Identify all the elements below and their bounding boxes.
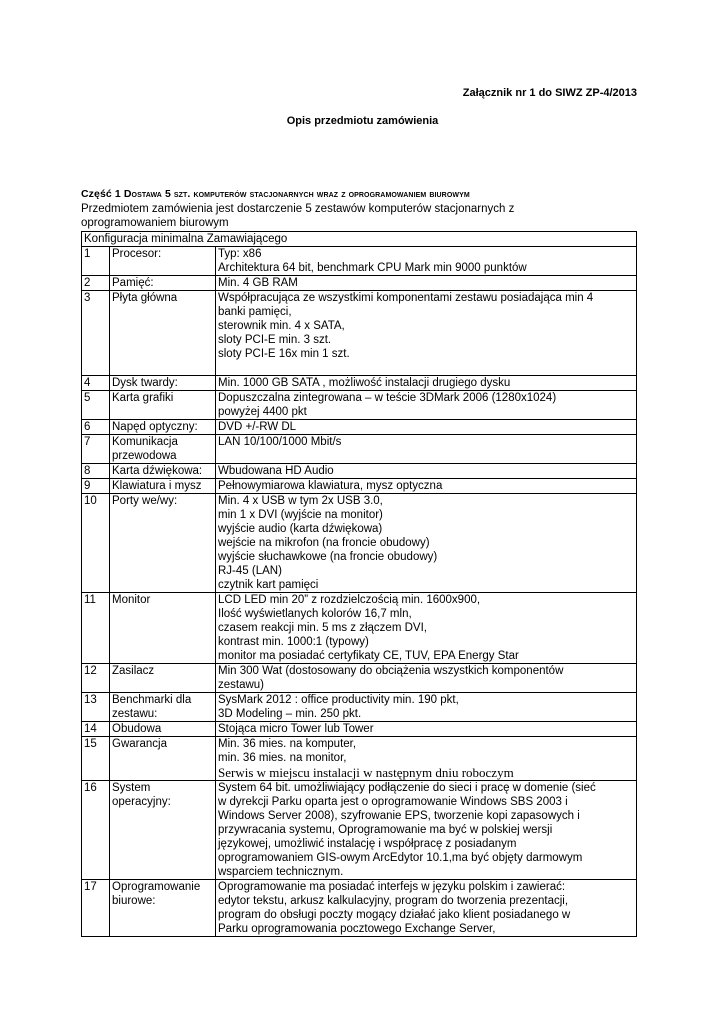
requirement-line: SysMark 2012 : office productivity min. 190 pkt,: [218, 694, 459, 706]
row-component: [110, 593, 216, 664]
row-number: 11: [82, 593, 110, 664]
row-requirements: [216, 464, 637, 479]
requirement-line: DVD +/-RW DL: [218, 421, 297, 433]
requirement-line: czasem reakcji min. 5 ms z złączem DVI,: [218, 622, 427, 634]
component-name-line: przewodowa: [112, 450, 177, 462]
requirement-line: monitor ma posiadać certyfikaty CE, TUV, EPA Energy Star: [218, 650, 519, 662]
row-number: 4: [82, 376, 110, 391]
component-name-line: Dysk twardy:: [112, 377, 178, 389]
table-row: [82, 494, 637, 593]
component-name-line: Obudowa: [112, 723, 162, 735]
row-requirements: [216, 494, 637, 593]
row-number: 1: [82, 247, 110, 276]
row-component: [110, 420, 216, 435]
row-requirements: [216, 722, 637, 737]
row-component: [110, 291, 216, 376]
component-name-line: Benchmarki dla: [112, 694, 192, 706]
table-header-cell: Konfiguracja minimalna Zamawiającego: [82, 232, 637, 247]
requirement-line: edytor tekstu, arkusz kalkulacyjny, program do tworzenia prezentacji,: [218, 895, 569, 907]
requirement-line: System 64 bit. umożliwiający podłączenie do sieci i pracę w domenie (sieć: [218, 782, 596, 794]
component-name-line: Karta dźwiękowa:: [112, 465, 203, 477]
table-row: [82, 693, 637, 722]
requirement-line: Ilość wyświetlanych kolorów 16,7 mln,: [218, 608, 412, 620]
requirement-line: Architektura 64 bit, benchmark CPU Mark min 9000 punktów: [218, 262, 527, 274]
requirement-line: Min. 36 mies. na komputer,: [218, 738, 357, 750]
page-title: Opis przedmiotu zamówienia: [286, 115, 439, 127]
row-number: 12: [82, 664, 110, 693]
component-name-line: Oprogramowanie: [112, 881, 201, 893]
requirement-line: min 1 x DVI (wyjście na monitor): [218, 509, 383, 521]
row-component: [110, 494, 216, 593]
component-name-line: Napęd optyczny:: [112, 421, 198, 433]
requirement-line: Pełnowymiarowa klawiatura, mysz optyczna: [218, 480, 443, 492]
row-number: 17: [82, 880, 110, 937]
requirement-line: 3D Modeling – min. 250 pkt.: [218, 708, 362, 720]
requirement-line: Windows Server 2008), szyfrowanie EPS, tworzenie kopi zapasowych i: [218, 810, 580, 822]
requirement-line: wyjście audio (karta dźwiękowa): [218, 523, 383, 535]
component-name-line: Karta grafiki: [112, 392, 174, 404]
row-requirements: [216, 664, 637, 693]
requirement-line: wyjście słuchawkowe (na froncie obudowy): [218, 551, 438, 563]
requirement-line: LAN 10/100/1000 Mbit/s: [218, 436, 342, 448]
row-requirements: [216, 693, 637, 722]
table-row: [82, 722, 637, 737]
row-requirements: [216, 276, 637, 291]
row-number: 9: [82, 479, 110, 494]
row-requirements: [216, 420, 637, 435]
requirement-line: wsparciem technicznym.: [218, 866, 344, 878]
requirement-line: sloty PCI-E min. 3 szt.: [218, 334, 332, 346]
row-component: [110, 781, 216, 880]
requirement-line: wejście na mikrofon (na froncie obudowy): [218, 537, 430, 549]
row-component: [110, 693, 216, 722]
row-number: 15: [82, 737, 110, 781]
requirement-line: Min 300 Wat (dostosowany do obciążenia wszystkich komponentów: [218, 665, 564, 677]
row-number: 8: [82, 464, 110, 479]
row-number: 14: [82, 722, 110, 737]
section-heading-part: Część 1: [81, 188, 121, 200]
row-component: [110, 664, 216, 693]
component-name-line: Porty we/wy:: [112, 495, 178, 507]
requirement-line: przywracania systemu, Oprogramowanie ma być w polskiej wersji: [218, 824, 553, 836]
row-component: [110, 479, 216, 494]
requirement-line: sterownik min. 4 x SATA,: [218, 320, 345, 332]
requirement-line: czytnik kart pamięci: [218, 579, 319, 591]
row-component: [110, 737, 216, 781]
requirement-line: Stojąca micro Tower lub Tower: [218, 723, 374, 735]
requirement-line: LCD LED min 20” z rozdzielczością min. 1600x900,: [218, 594, 481, 606]
table-row: [82, 664, 637, 693]
row-requirements: [216, 479, 637, 494]
row-requirements: [216, 737, 637, 781]
requirement-line: Min. 4 GB RAM: [218, 277, 298, 289]
table-row: [82, 464, 637, 479]
component-name-line: Płyta główna: [112, 292, 178, 304]
component-name-line: zestawu:: [112, 708, 158, 720]
component-name-line: Procesor:: [112, 248, 162, 260]
row-requirements: [216, 593, 637, 664]
requirement-line: sloty PCI-E 16x min 1 szt.: [218, 348, 350, 360]
section-heading: [81, 188, 470, 200]
row-component: [110, 435, 216, 464]
requirement-line: Dopuszczalna zintegrowana – w teście 3DMark 2006 (1280x1024): [218, 392, 557, 404]
row-requirements: [216, 781, 637, 880]
requirement-line: oprogramowaniem GIS-owym ArcEdytor 10.1,ma być objęty darmowym: [218, 852, 583, 864]
requirement-line: w dyrekcji Parku oparta jest o oprogramowanie Windows SBS 2003 i: [218, 796, 568, 808]
row-requirements: [216, 391, 637, 420]
table-row: [82, 593, 637, 664]
row-requirements: [216, 376, 637, 391]
component-name-line: Komunikacja: [112, 436, 178, 448]
row-number: 10: [82, 494, 110, 593]
requirement-line: zestawu): [218, 679, 265, 691]
requirement-line: Min. 1000 GB SATA , możliwość instalacji drugiego dysku: [218, 377, 511, 389]
row-number: 5: [82, 391, 110, 420]
section-intro: [81, 202, 641, 230]
row-component: [110, 376, 216, 391]
row-component: [110, 464, 216, 479]
requirement-line: językowej, umożliwić instalację i współpracę z posiadanym: [218, 838, 517, 850]
table-row: [82, 376, 637, 391]
table-row: [82, 880, 637, 937]
component-name-line: Pamięć:: [112, 277, 154, 289]
spec-table: [81, 231, 637, 937]
row-component: [110, 276, 216, 291]
table-row: [82, 291, 637, 376]
component-name-line: Gwarancja: [112, 738, 167, 750]
requirement-line: powyżej 4400 pkt: [218, 406, 307, 418]
requirement-line: Typ: x86: [218, 248, 262, 260]
row-component: [110, 880, 216, 937]
component-name-line: System: [112, 782, 151, 794]
component-name-line: Zasilacz: [112, 665, 155, 677]
requirement-line: min. 36 mies. na monitor,: [218, 752, 347, 764]
table-row: [82, 479, 637, 494]
component-name-line: biurowe:: [112, 895, 156, 907]
row-component: [110, 722, 216, 737]
table-row: [82, 276, 637, 291]
component-name-line: operacyjny:: [112, 796, 171, 808]
requirement-line: Wbudowana HD Audio: [218, 465, 334, 477]
row-number: 2: [82, 276, 110, 291]
annex-label: Załącznik nr 1 do SIWZ ZP-4/2013: [462, 87, 637, 99]
table-row: [82, 737, 637, 781]
requirement-line: banki pamięci,: [218, 306, 292, 318]
table-row: [82, 435, 637, 464]
row-requirements: [216, 291, 637, 376]
requirement-line: kontrast min. 1000:1 (typowy): [218, 636, 369, 648]
table-row: [82, 781, 637, 880]
requirement-line-emphasis: Serwis w miejscu instalacji w następnym dniu roboczym: [218, 765, 514, 780]
row-number: 7: [82, 435, 110, 464]
row-number: 16: [82, 781, 110, 880]
requirement-line: Parku oprogramowania pocztowego Exchange Server,: [218, 923, 496, 935]
section-heading-title: Dostawa 5 szt. komputerów stacjonarnych wraz z oprogramowaniem biurowym: [123, 188, 470, 200]
component-name-line: Klawiatura i mysz: [112, 480, 202, 492]
table-header-row: [82, 232, 637, 247]
row-number: 6: [82, 420, 110, 435]
row-requirements: [216, 880, 637, 937]
row-requirements: [216, 435, 637, 464]
table-row: [82, 420, 637, 435]
row-component: [110, 391, 216, 420]
intro-line: oprogramowaniem biurowym: [81, 217, 229, 229]
requirement-line: Współpracująca ze wszystkimi komponentami zestawu posiadająca min 4: [218, 292, 594, 304]
table-row: [82, 247, 637, 276]
table-row: [82, 391, 637, 420]
requirement-line: RJ-45 (LAN): [218, 565, 282, 577]
intro-line: Przedmiotem zamówienia jest dostarczenie 5 zestawów komputerów stacjonarnych z: [81, 203, 515, 215]
requirement-line: Min. 4 x USB w tym 2x USB 3.0,: [218, 495, 383, 507]
row-component: [110, 247, 216, 276]
component-name-line: Monitor: [112, 594, 151, 606]
row-number: 3: [82, 291, 110, 376]
row-number: 13: [82, 693, 110, 722]
row-requirements: [216, 247, 637, 276]
requirement-line: Oprogramowanie ma posiadać interfejs w języku polskim i zawierać:: [218, 881, 566, 893]
requirement-line: program do obsługi poczty mogący działać jako klient posiadanego w: [218, 909, 571, 921]
